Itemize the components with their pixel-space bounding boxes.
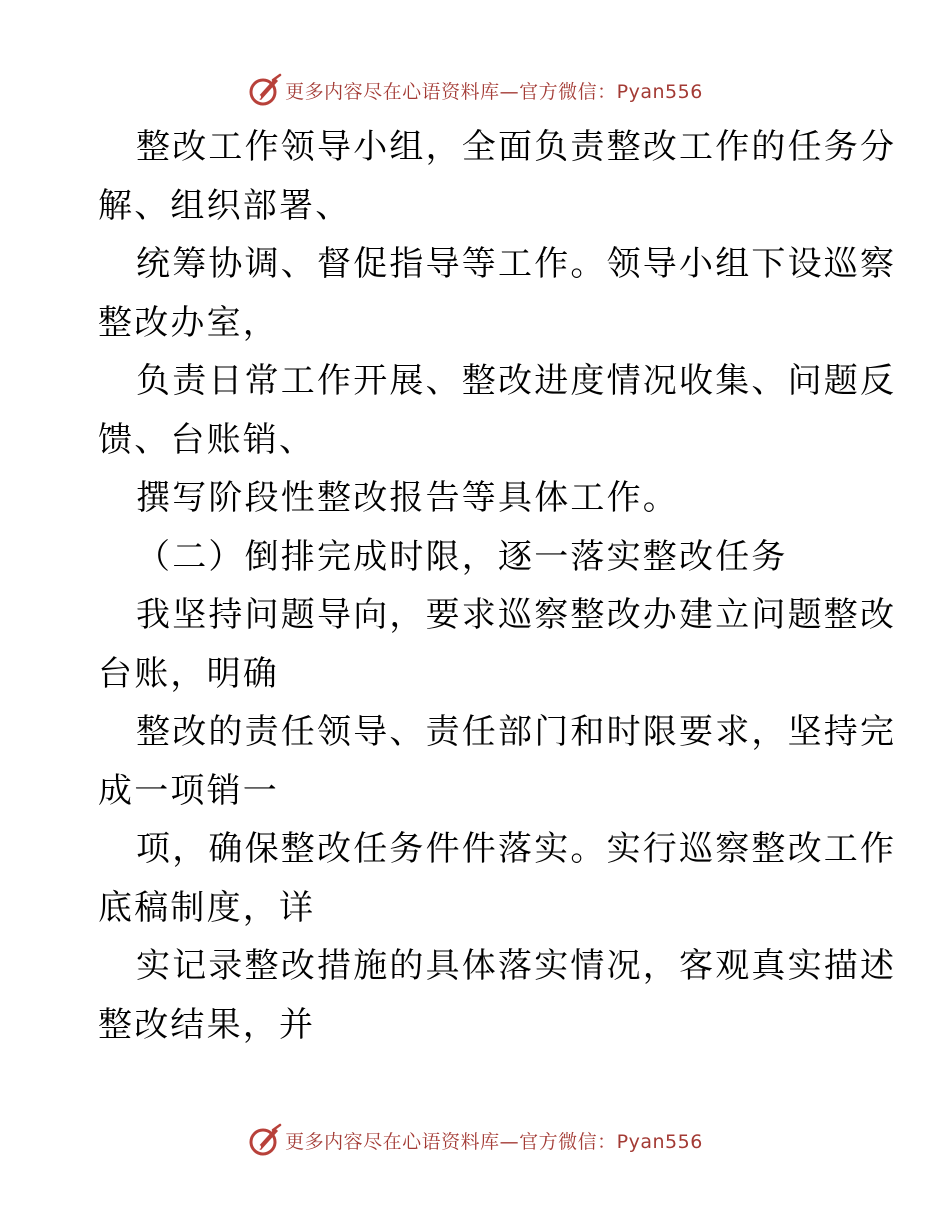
header-watermark [0, 70, 950, 110]
paragraph-line: 成一项销一 [98, 770, 279, 811]
paragraph-line: 撰写阶段性整改报告等具体工作。 [136, 478, 679, 518]
paragraph-line: 解、组织部署、 [98, 185, 352, 226]
section-heading: （二）倒排完成时限，逐一落实整改任务 [136, 536, 788, 577]
paragraph-line: 项，确保整改任务件件落实。实行巡察整改工作 [136, 829, 897, 869]
paragraph-line: 统筹协调、督促指导等工作。领导小组下设巡察 [136, 244, 897, 284]
footer-watermark [0, 1120, 950, 1160]
paragraph-line: 负责日常工作开展、整改进度情况收集、问题反 [136, 361, 897, 401]
paragraph-line: 我坚持问题导向，要求巡察整改办建立问题整改 [136, 595, 897, 635]
quill-pen-logo-icon [247, 1122, 283, 1158]
quill-pen-logo-icon [247, 72, 283, 108]
paragraph-line: 实记录整改措施的具体落实情况，客观真实描述 [136, 946, 897, 986]
watermark-text: 更多内容尽在心语资料库—官方微信：Pyan556 [285, 1130, 703, 1153]
watermark-text: 更多内容尽在心语资料库—官方微信：Pyan556 [285, 80, 703, 103]
paragraph-line: 整改结果，并 [98, 1004, 316, 1045]
paragraph-line: 台账，明确 [98, 653, 279, 694]
paragraph-line: 整改的责任领导、责任部门和时限要求，坚持完 [136, 712, 897, 752]
document-body [98, 118, 897, 1054]
paragraph-line: 底稿制度，详 [98, 887, 316, 928]
paragraph-line: 整改办室， [98, 302, 279, 343]
paragraph-line: 整改工作领导小组，全面负责整改工作的任务分 [136, 127, 897, 167]
paragraph-line: 馈、台账销、 [98, 419, 316, 460]
